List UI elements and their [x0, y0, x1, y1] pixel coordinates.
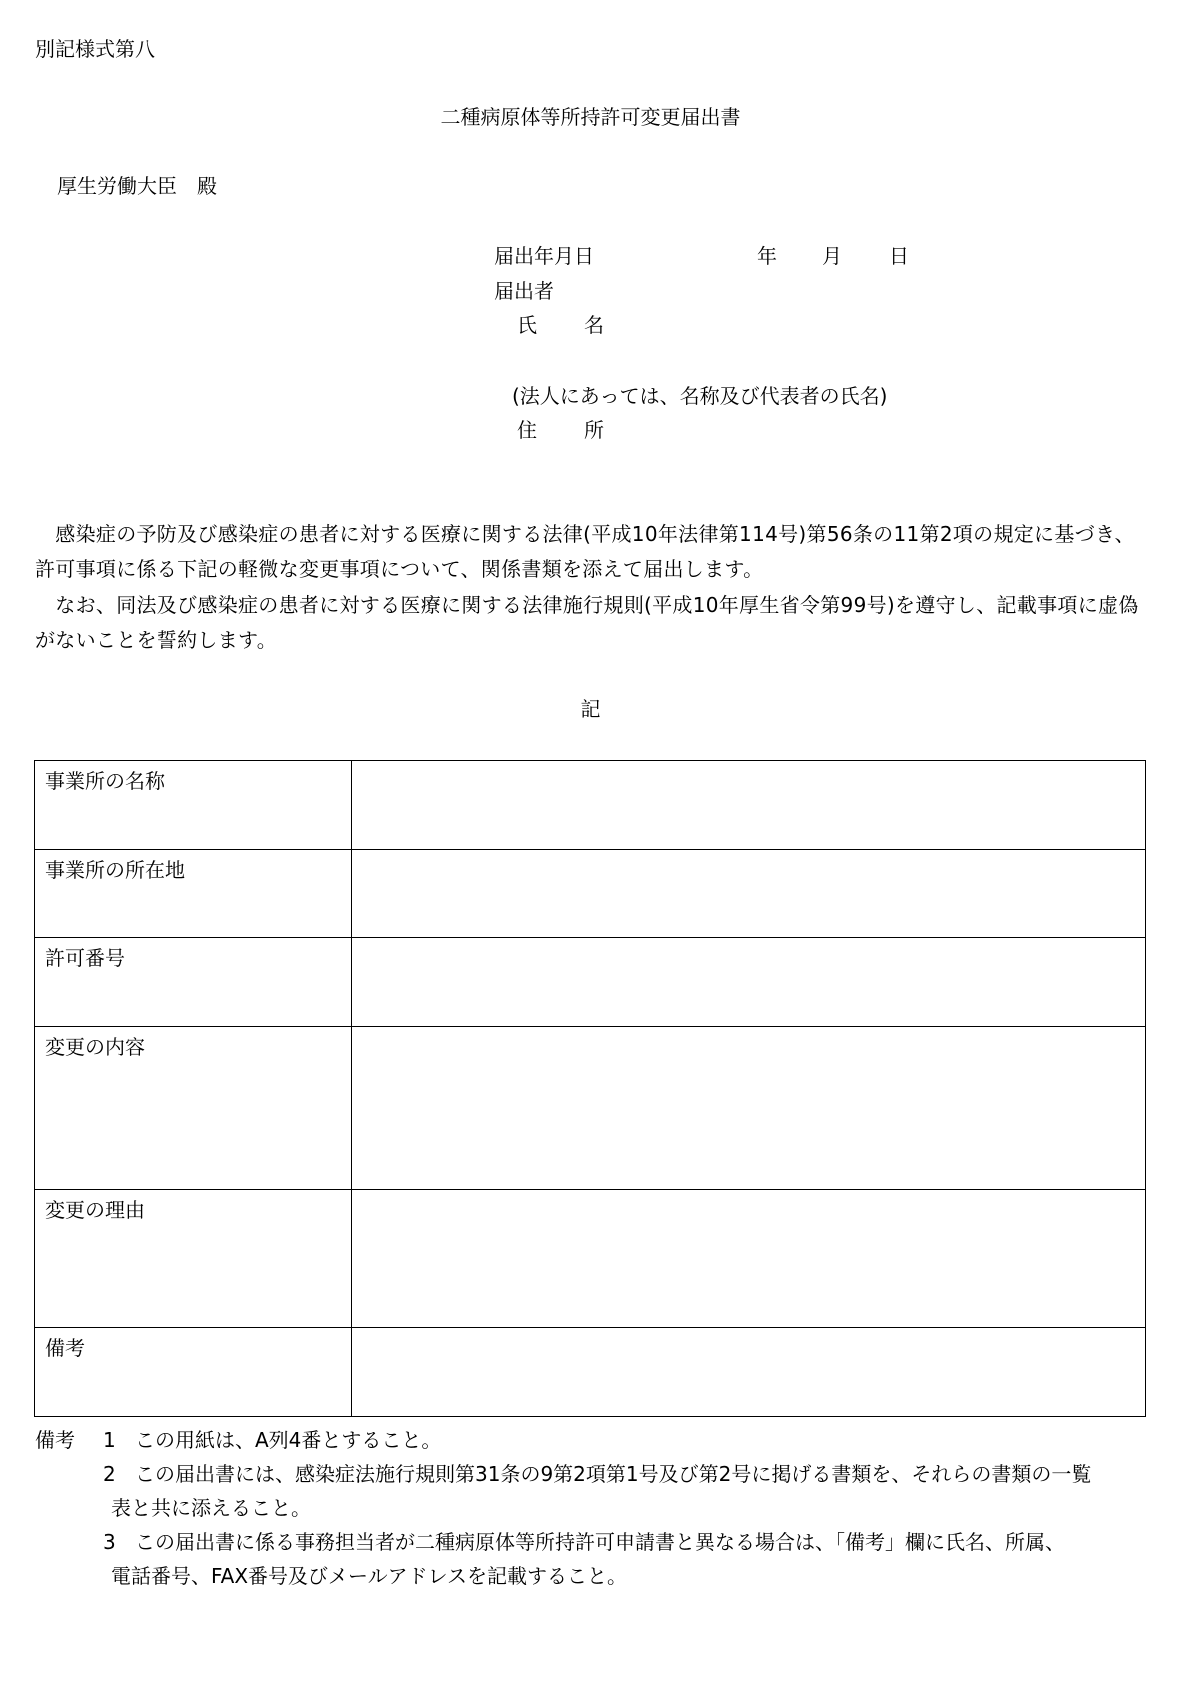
permit-number-field[interactable] — [352, 938, 1146, 1027]
change-reason-field[interactable] — [352, 1190, 1146, 1328]
row-label: 変更の内容 — [35, 1027, 352, 1190]
row-label: 事業所の名称 — [35, 761, 352, 850]
note-text-continuation: 表と共に添えること。 — [111, 1496, 311, 1520]
address-label-2: 所 — [584, 418, 604, 442]
corporate-note: (法人にあっては、名称及び代表者の氏名) — [512, 384, 888, 408]
declaration-paragraph-2: なお、同法及び感染症の患者に対する医療に関する法律施行規則(平成10年厚生省令第99号)を遵守し、記載事項に虚偽がないことを誓約します。 — [35, 593, 1139, 652]
row-label: 許可番号 — [35, 938, 352, 1027]
form-table — [34, 760, 1146, 1417]
date-label: 届出年月日 — [494, 244, 594, 268]
day-label: 日 — [889, 244, 909, 268]
table-row — [35, 1190, 1146, 1328]
note-text — [135, 1423, 1150, 1457]
note-text-line: この届出書に係る事務担当者が二種病原体等所持許可申請書と異なる場合は、「備考」欄に氏名、所属、 — [135, 1530, 1065, 1554]
note-text-line: この用紙は、A列4番とすること。 — [135, 1428, 442, 1452]
addressee: 厚生労働大臣 殿 — [57, 174, 217, 198]
table-row — [35, 938, 1146, 1027]
office-name-field[interactable] — [352, 761, 1146, 850]
remarks-field[interactable] — [352, 1328, 1146, 1417]
note-text — [111, 1457, 1150, 1525]
note-number: 2 — [103, 1462, 116, 1486]
ki-heading: 記 — [580, 697, 601, 721]
note-item — [35, 1423, 1150, 1457]
name-label-1: 氏 — [517, 313, 537, 337]
office-address-field[interactable] — [352, 850, 1146, 938]
table-row — [35, 1027, 1146, 1190]
month-label: 月 — [822, 244, 842, 268]
table-row — [35, 850, 1146, 938]
declaration-paragraph-1: 感染症の予防及び感染症の患者に対する医療に関する法律(平成10年法律第114号)第56条の11第2項の規定に基づき、許可事項に係る下記の軽微な変更事項について、関係書類を添えて届出します。 — [35, 522, 1135, 581]
document-title: 二種病原体等所持許可変更届出書 — [440, 105, 741, 129]
note-number: 1 — [103, 1428, 116, 1452]
notes-section — [35, 1423, 1150, 1593]
address-label-1: 住 — [517, 418, 537, 442]
notes-heading: 備考 — [35, 1428, 75, 1452]
note-text-continuation: 電話番号、FAX番号及びメールアドレスを記載すること。 — [111, 1564, 628, 1588]
change-details-field[interactable] — [352, 1027, 1146, 1190]
table-row — [35, 1328, 1146, 1417]
note-item — [35, 1525, 1150, 1593]
row-label: 変更の理由 — [35, 1190, 352, 1328]
name-label-2: 名 — [584, 313, 604, 337]
form-label: 別記様式第八 — [35, 37, 155, 61]
row-label: 事業所の所在地 — [35, 850, 352, 938]
note-number: 3 — [103, 1530, 116, 1554]
table-row — [35, 761, 1146, 850]
note-text-line: この届出書には、感染症法施行規則第31条の9第2項第1号及び第2号に掲げる書類を、それらの書類の一覧 — [135, 1462, 1092, 1486]
note-text — [111, 1525, 1150, 1593]
applicant-label: 届出者 — [494, 279, 554, 303]
year-label: 年 — [757, 244, 777, 268]
row-label: 備考 — [35, 1328, 352, 1417]
note-item — [35, 1457, 1150, 1525]
